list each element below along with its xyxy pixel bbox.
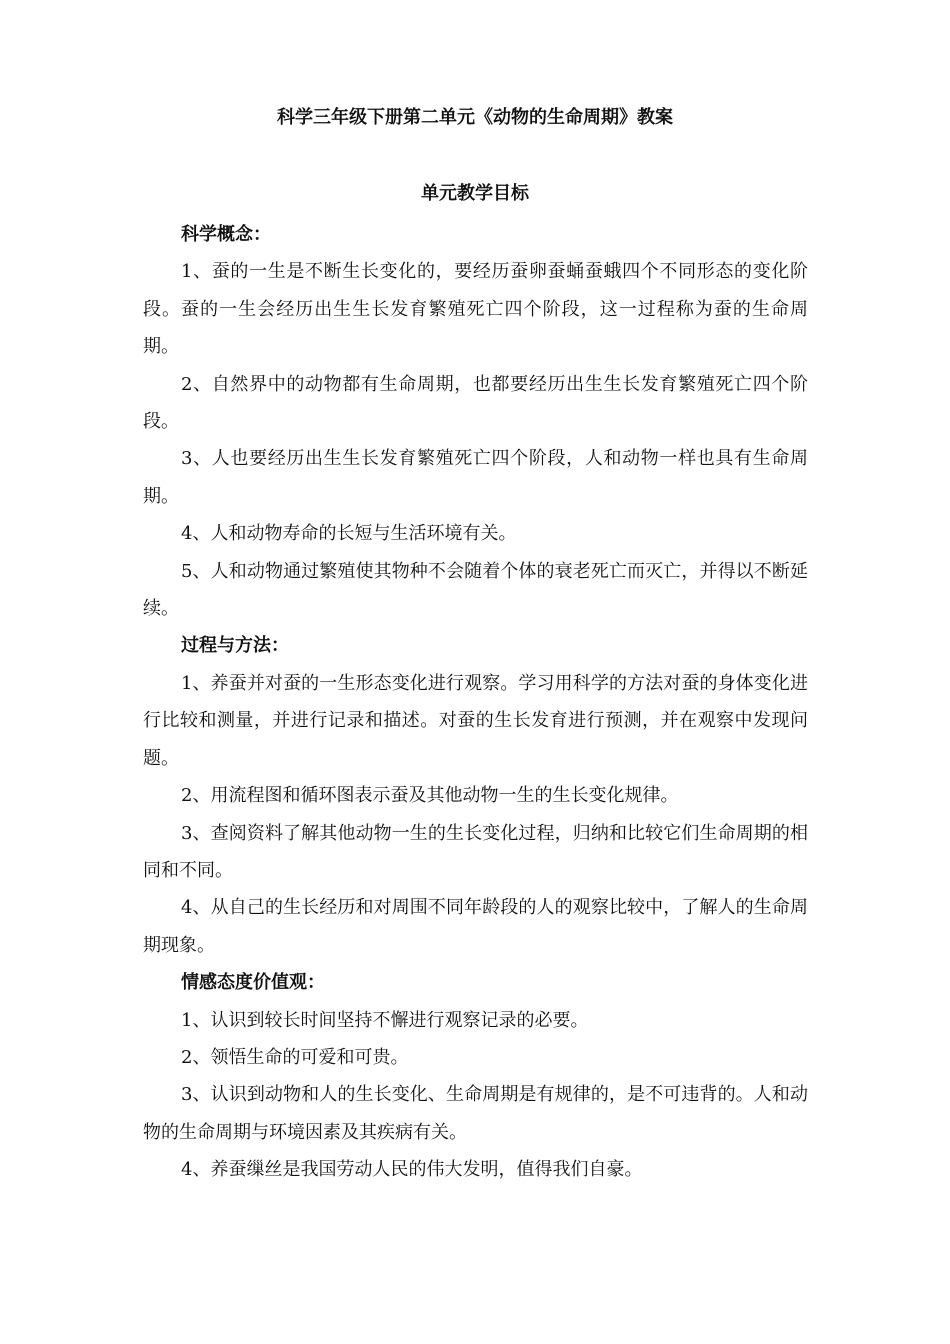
paragraph: 3、认识到动物和人的生长变化、生命周期是有规律的，是不可违背的。人和动物的生命周期与环境因素及其疾病有关。 xyxy=(143,1084,808,1143)
section-title: 单元教学目标 xyxy=(421,183,529,204)
paragraph: 4、从自己的生长经历和对周围不同年龄段的人的观察比较中，了解人的生命周期现象。 xyxy=(143,897,808,956)
heading-process-methods: 过程与方法： xyxy=(181,635,289,657)
paragraph: 4、养蚕缫丝是我国劳动人民的伟大发明，值得我们自豪。 xyxy=(181,1159,643,1181)
document-title: 科学三年级下册第二单元《动物的生命周期》教案 xyxy=(277,107,673,128)
heading-science-concepts: 科学概念： xyxy=(181,224,271,245)
paragraph: 1、认识到较长时间坚持不懈进行观察记录的必要。 xyxy=(181,1009,589,1031)
paragraph: 3、人也要经历出生生长发育繁殖死亡四个阶段，人和动物一样也具有生命周期。 xyxy=(143,448,808,507)
paragraph: 2、自然界中的动物都有生命周期，也都要经历出生生长发育繁殖死亡四个阶段。 xyxy=(143,373,808,433)
paragraph: 2、领悟生命的可爱和可贵。 xyxy=(181,1046,409,1068)
heading-attitude-values: 情感态度价值观： xyxy=(181,972,325,994)
paragraph: 1、养蚕并对蚕的一生形态变化进行观察。学习用科学的方法对蚕的身体变化进行比较和测量，并进行记录和描述。对蚕的生长发育进行预测，并在观察中发现问题。 xyxy=(143,672,808,769)
paragraph: 2、用流程图和循环图表示蚕及其他动物一生的生长变化规律。 xyxy=(181,785,679,807)
paragraph: 5、人和动物通过繁殖使其物种不会随着个体的衰老死亡而灭亡，并得以不断延续。 xyxy=(143,560,808,620)
paragraph: 3、查阅资料了解其他动物一生的生长变化过程，归纳和比较它们生命周期的相同和不同。 xyxy=(143,822,808,881)
paragraph: 1、蚕的一生是不断生长变化的，要经历蚕卵蚕蛹蚕蛾四个不同形态的变化阶段。蚕的一生会经历出生生长发育繁殖死亡四个阶段，这一过程称为蚕的生命周期。 xyxy=(143,261,808,358)
paragraph: 4、人和动物寿命的长短与生活环境有关。 xyxy=(181,523,517,545)
document-body xyxy=(143,216,808,1189)
